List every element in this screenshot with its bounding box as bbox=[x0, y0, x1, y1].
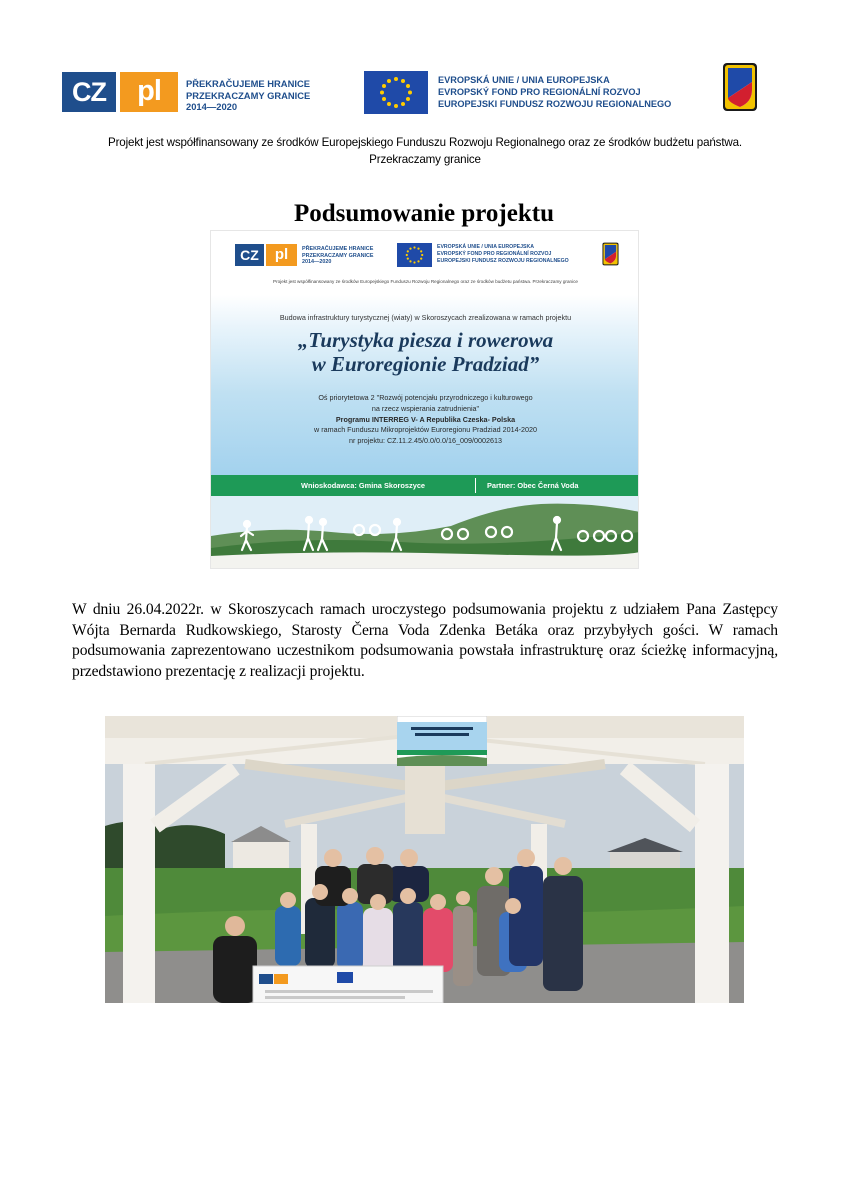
poster-description bbox=[211, 393, 639, 447]
poster-applicant: Wnioskodawca: Gmina Skoroszyce bbox=[301, 481, 426, 490]
poster-project-title-line2: w Euroregionie Pradziad” bbox=[311, 352, 540, 376]
poster-eu-text bbox=[437, 244, 569, 264]
eu-logo-text bbox=[438, 75, 718, 110]
poster-czpl-pl: pl bbox=[266, 244, 297, 266]
poster-eu-line1: EVROPSKÁ UNIE / UNIA EUROPEJSKA bbox=[437, 244, 534, 250]
poster-project-title bbox=[211, 328, 639, 376]
poster-crest-icon bbox=[602, 242, 619, 266]
poster-landscape-image bbox=[211, 496, 639, 569]
poster-desc-line4: w ramach Funduszu Mikroprojektów Euroregionu Pradziad 2014-2020 bbox=[314, 425, 537, 435]
event-group-photo bbox=[105, 716, 744, 1003]
eu-logo-line3: EUROPEJSKI FUNDUSZ ROZWOJU REGIONALNEGO bbox=[438, 98, 672, 109]
eu-logo-line2: EVROPSKÝ FOND PRO REGIONÁLNÍ ROZVOJ bbox=[438, 86, 641, 97]
euroregion-crest-icon bbox=[722, 62, 758, 112]
poster-desc-line2: na rzecz wspierania zatrudnienia" bbox=[371, 403, 480, 413]
cofinancing-note bbox=[60, 134, 790, 168]
cofinancing-line1: Projekt jest współfinansowany ze środków Europejskiego Funduszu Rozwoju Regionalnego oraz ze środków budżetu państwa. bbox=[108, 136, 742, 149]
poster-czpl-text bbox=[302, 246, 373, 266]
poster-eu-flag-icon bbox=[397, 243, 432, 267]
czpl-logo-text bbox=[186, 78, 336, 113]
poster-czpl-line2: PRZEKRACZAMY GRANICE bbox=[302, 252, 374, 259]
czpl-logo-cz: CZ bbox=[62, 72, 116, 112]
czpl-logo-line1: PŘEKRAČUJEME HRANICE bbox=[186, 78, 310, 89]
poster-partners-bar bbox=[211, 475, 639, 496]
page-title: Podsumowanie projektu bbox=[294, 200, 554, 227]
czpl-logo bbox=[62, 70, 330, 116]
poster-eu-line3: EUROPEJSKI FUNDUSZ ROZWOJU REGIONALNEGO bbox=[437, 257, 569, 264]
summary-paragraph: W dniu 26.04.2022r. w Skoroszycach ramach uroczystego podsumowania projektu z udziałem Pana Zastępcy Wójta Bernarda Rudkowskiego, Starosty Černa Voda Zdenka Betáka oraz przybyłych gości. W ramach podsumowania zaprezentowano uczestnikom podsumowania powstała infrastrukturę oraz ścieżkę informacyjną, przedstawiono prezentację z realizacji projektu. bbox=[72, 601, 778, 680]
poster-czpl-cz: CZ bbox=[235, 244, 264, 266]
eu-logo-line1: EVROPSKÁ UNIE / UNIA EUROPEJSKA bbox=[438, 75, 610, 85]
cofinancing-line2: Przekraczamy granice bbox=[369, 153, 481, 166]
poster-desc-line5: nr projektu: CZ.11.2.45/0.0/0.0/16_009/0002613 bbox=[349, 436, 502, 446]
poster-desc-line3: Programu INTERREG V- A Republika Czeska- Polska bbox=[335, 414, 516, 424]
poster-main-panel bbox=[211, 295, 639, 475]
czpl-logo-pl: pl bbox=[120, 72, 178, 112]
poster-eu-logo bbox=[397, 243, 607, 269]
poster-czpl-logo bbox=[235, 243, 385, 269]
poster-eu-line2: EVROPSKÝ FOND PRO REGIONÁLNÍ ROZVOJ bbox=[437, 250, 552, 257]
poster-czpl-line1: PŘEKRAČUJEME HRANICE bbox=[302, 246, 374, 252]
poster-czpl-line3: 2014—2020 bbox=[302, 259, 332, 266]
czpl-logo-line2: PRZEKRACZAMY GRANICE bbox=[186, 89, 311, 101]
poster-cofinancing: Projekt jest współfinansowany ze środków Europejskiego Funduszu Rozwoju Regionalnego oraz ze środków budżetu państwa. Przekraczamy granice bbox=[273, 279, 578, 284]
project-poster bbox=[210, 230, 639, 569]
eu-logo bbox=[364, 71, 714, 115]
poster-partner: Partner: Obec Černá Voda bbox=[487, 481, 579, 490]
poster-desc-line1: Oś priorytetowa 2 "Rozwój potencjału przyrodniczego i kulturowego bbox=[318, 393, 533, 402]
poster-project-title-line1: „Turystyka piesza i rowerowa bbox=[297, 328, 554, 352]
photo-hanging-banner bbox=[397, 716, 487, 766]
eu-flag-icon bbox=[364, 71, 428, 114]
czpl-logo-line3: 2014—2020 bbox=[186, 101, 238, 112]
poster-intro: Budowa infrastruktury turystycznej (wiaty) w Skoroszycach zrealizowana w ramach projektu bbox=[279, 313, 572, 322]
poster-bar-divider bbox=[475, 478, 476, 493]
